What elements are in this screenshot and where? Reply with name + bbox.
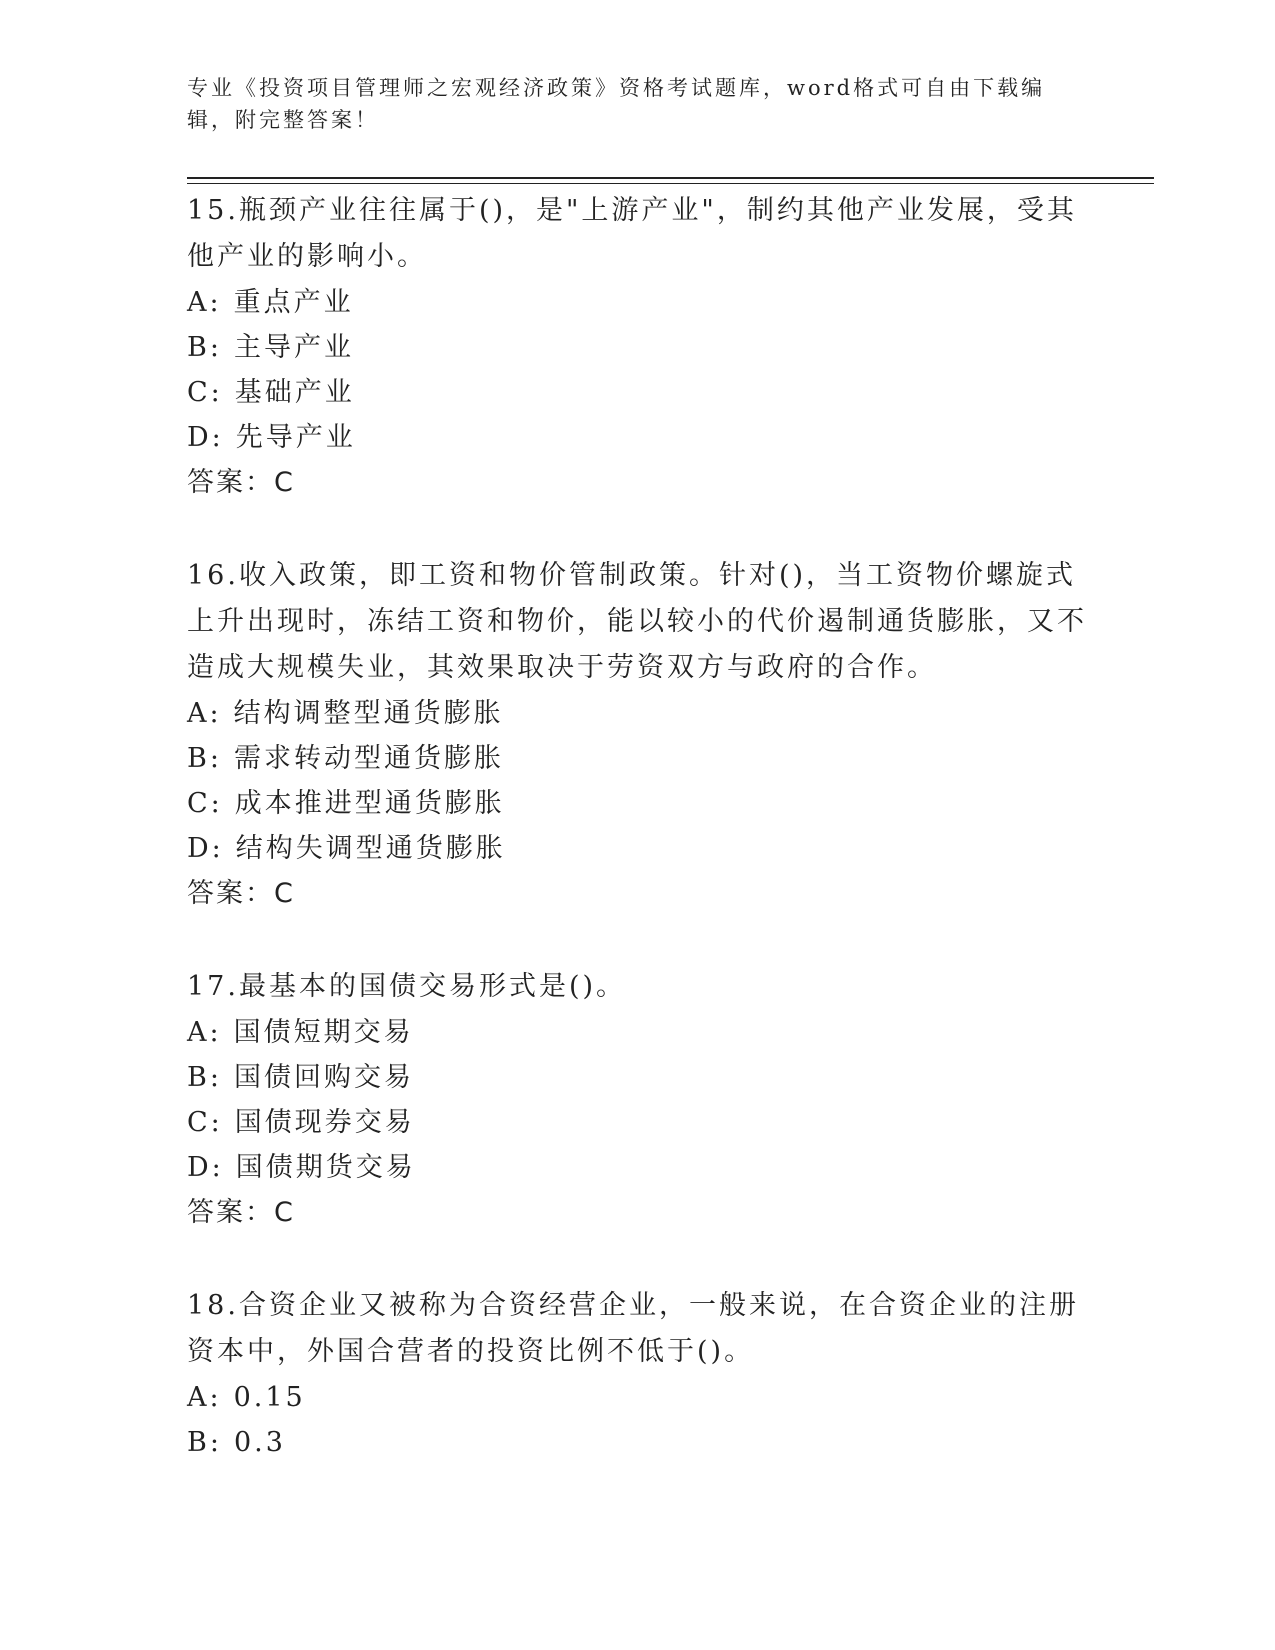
option-letter: D:: [187, 1152, 224, 1183]
question-stem: 16.收入政策，即工资和物价管制政策。针对()，当工资物价螺旋式上升出现时，冻结工资和物价，能以较小的代价遏制通货膨胀，又不造成大规模失业，其效果取决于劳资双方与政府的合作。: [187, 560, 1087, 683]
option-text: 先导产业: [235, 422, 356, 453]
option-b: [187, 1420, 1087, 1465]
question-16: [187, 553, 1087, 916]
option-text: 重点产业: [233, 287, 354, 318]
option-b: [187, 736, 1087, 781]
option-a: [187, 1010, 1087, 1055]
header-divider-thick: [187, 177, 1154, 179]
option-d: [187, 1145, 1087, 1190]
question-stem: 15.瓶颈产业往往属于()，是"上游产业"，制约其他产业发展，受其他产业的影响小。: [187, 195, 1077, 272]
option-letter: C:: [187, 788, 223, 819]
question-18: [187, 1283, 1087, 1465]
question-15: [187, 188, 1087, 505]
option-c: [187, 781, 1087, 826]
option-d: [187, 826, 1087, 871]
answer-line: 答案：C: [187, 467, 295, 498]
option-letter: A:: [187, 698, 222, 729]
header-divider-thin: [187, 183, 1154, 184]
option-letter: B:: [187, 1427, 222, 1458]
question-list: [187, 188, 1087, 1513]
option-a: [187, 280, 1087, 325]
option-text: 成本推进型通货膨胀: [234, 788, 505, 819]
option-text: 结构失调型通货膨胀: [235, 833, 506, 864]
option-letter: A:: [187, 1017, 222, 1048]
option-text: 国债现券交易: [234, 1107, 415, 1138]
option-text: 基础产业: [234, 377, 355, 408]
document-header: 专业《投资项目管理师之宏观经济政策》资格考试题库，word格式可自由下载编辑，附完整答案！: [187, 76, 1046, 132]
option-text: 0.15: [233, 1382, 306, 1413]
option-letter: A:: [187, 287, 222, 318]
option-letter: C:: [187, 1107, 223, 1138]
option-letter: C:: [187, 377, 223, 408]
option-letter: D:: [187, 422, 224, 453]
option-letter: B:: [187, 743, 222, 774]
option-text: 国债期货交易: [235, 1152, 416, 1183]
option-letter: D:: [187, 833, 224, 864]
option-text: 结构调整型通货膨胀: [233, 698, 504, 729]
option-text: 0.3: [233, 1427, 286, 1458]
option-text: 主导产业: [233, 332, 354, 363]
option-letter: A:: [187, 1382, 222, 1413]
question-stem: 17.最基本的国债交易形式是()。: [187, 971, 627, 1002]
answer-line: 答案：C: [187, 1197, 295, 1228]
option-b: [187, 1055, 1087, 1100]
option-text: 国债回购交易: [233, 1062, 414, 1093]
question-17: [187, 964, 1087, 1235]
option-c: [187, 1100, 1087, 1145]
option-d: [187, 415, 1087, 460]
question-stem: 18.合资企业又被称为合资经营企业，一般来说，在合资企业的注册资本中，外国合营者的投资比例不低于()。: [187, 1290, 1079, 1367]
option-letter: B:: [187, 332, 222, 363]
option-a: [187, 691, 1087, 736]
option-b: [187, 325, 1087, 370]
answer-line: 答案：C: [187, 878, 295, 909]
option-text: 国债短期交易: [233, 1017, 414, 1048]
option-letter: B:: [187, 1062, 222, 1093]
option-a: [187, 1375, 1087, 1420]
option-text: 需求转动型通货膨胀: [233, 743, 504, 774]
option-c: [187, 370, 1087, 415]
